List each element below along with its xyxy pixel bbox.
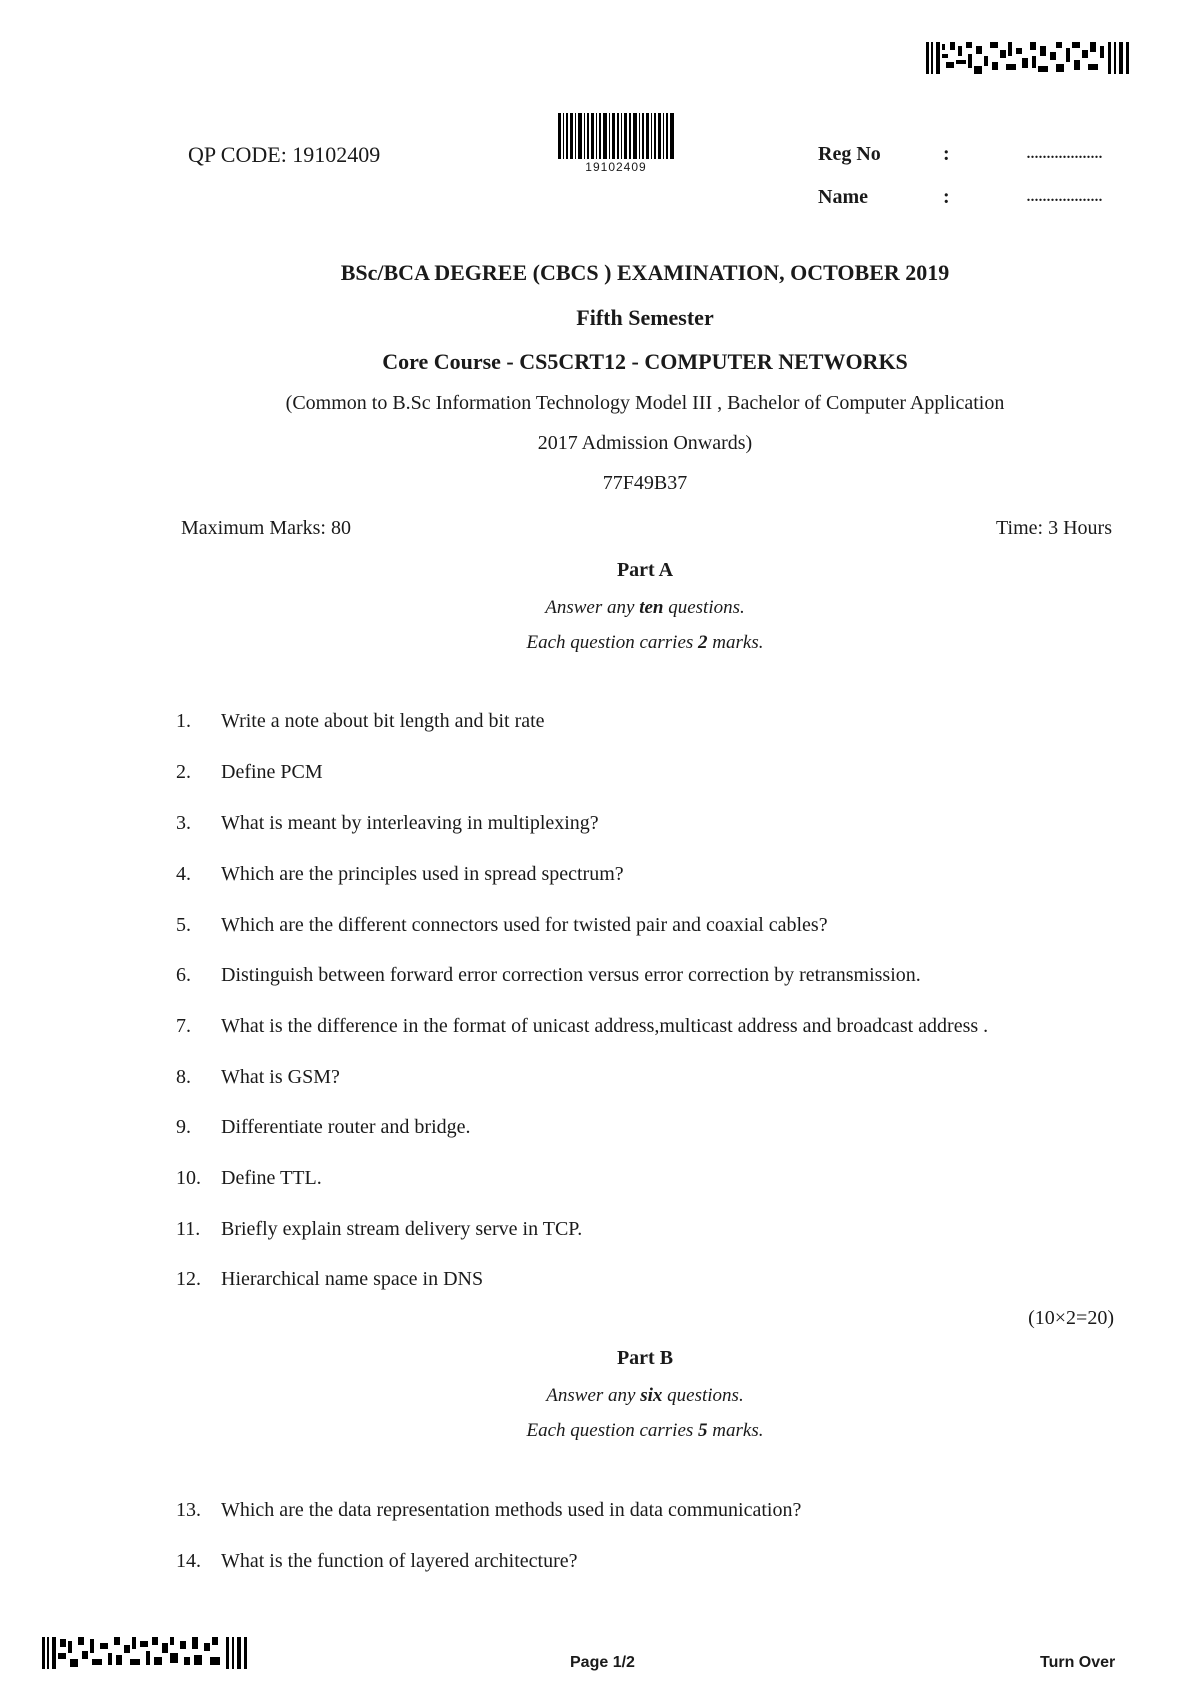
question-number: 8.: [176, 1066, 191, 1088]
barcode-number: 19102409: [585, 160, 647, 174]
question-number: 7.: [176, 1015, 191, 1037]
question-text: Which are the different connectors used for twisted pair and coaxial cables?: [221, 914, 828, 936]
qp-code: QP CODE: 19102409: [188, 142, 381, 167]
question-text: Distinguish between forward error correction versus error correction by retransmission.: [221, 964, 921, 986]
exam-code: 77F49B37: [602, 472, 688, 494]
question-text: Write a note about bit length and bit rate: [221, 710, 545, 732]
turn-over-note: Turn Over: [1040, 1654, 1116, 1671]
reg-no-label: Reg No: [818, 143, 881, 165]
barcode-top-right: [926, 42, 1130, 74]
question-text: What is the difference in the format of unicast address,multicast address and broadcast address .: [221, 1015, 989, 1037]
exam-title: BSc/BCA DEGREE (CBCS ) EXAMINATION, OCTOBER 2019: [340, 260, 950, 285]
question-number: 2.: [176, 761, 191, 783]
part-a-marks-allotment: (10×2=20): [1028, 1307, 1114, 1329]
question-number: 12.: [176, 1268, 201, 1290]
name-label: Name: [818, 186, 868, 208]
question-number: 3.: [176, 812, 191, 834]
question-text: What is GSM?: [221, 1066, 340, 1088]
reg-no-field[interactable]: ...................: [1026, 141, 1102, 163]
question-number: 11.: [176, 1218, 201, 1240]
question-text: Define TTL.: [221, 1167, 322, 1189]
question-number: 5.: [176, 914, 191, 936]
part-a-marks-note: Each question carries 2 marks.: [526, 632, 764, 653]
question-number: 1.: [176, 710, 191, 732]
question-text: What is the function of layered architecture?: [221, 1550, 578, 1572]
exam-common-line-2: 2017 Admission Onwards): [537, 432, 753, 454]
question-text: Differentiate router and bridge.: [221, 1116, 471, 1138]
maximum-marks: Maximum Marks: 80: [181, 517, 351, 539]
question-number: 4.: [176, 863, 191, 885]
part-b-marks-note: Each question carries 5 marks.: [526, 1420, 764, 1441]
exam-common-line-1: (Common to B.Sc Information Technology Model III , Bachelor of Computer Application: [285, 392, 1005, 414]
barcode-qp-code: [558, 113, 674, 159]
question-number: 13.: [176, 1499, 201, 1521]
barcode-bottom-left: [42, 1637, 248, 1669]
name-colon: :: [943, 186, 950, 208]
question-text: Briefly explain stream delivery serve in TCP.: [221, 1218, 583, 1240]
exam-time: Time: 3 Hours: [996, 517, 1112, 539]
question-number: 14.: [176, 1550, 201, 1572]
question-number: 6.: [176, 964, 191, 986]
question-text: What is meant by interleaving in multiplexing?: [221, 812, 599, 834]
page-number: Page 1/2: [570, 1654, 635, 1671]
part-a-heading: Part A: [616, 559, 674, 581]
part-a-instruction: Answer any ten questions.: [545, 597, 745, 618]
question-text: Which are the principles used in spread spectrum?: [221, 863, 624, 885]
question-text: Which are the data representation methods used in data communication?: [221, 1499, 802, 1521]
exam-semester: Fifth Semester: [576, 305, 714, 330]
question-text: Define PCM: [221, 761, 323, 783]
question-number: 10.: [176, 1167, 201, 1189]
part-b-instruction: Answer any six questions.: [546, 1385, 744, 1406]
exam-course: Core Course - CS5CRT12 - COMPUTER NETWORKS: [382, 349, 908, 374]
part-b-heading: Part B: [616, 1347, 674, 1369]
question-number: 9.: [176, 1116, 191, 1138]
reg-no-colon: :: [943, 143, 950, 165]
name-field[interactable]: ...................: [1026, 184, 1102, 206]
question-text: Hierarchical name space in DNS: [221, 1268, 484, 1290]
